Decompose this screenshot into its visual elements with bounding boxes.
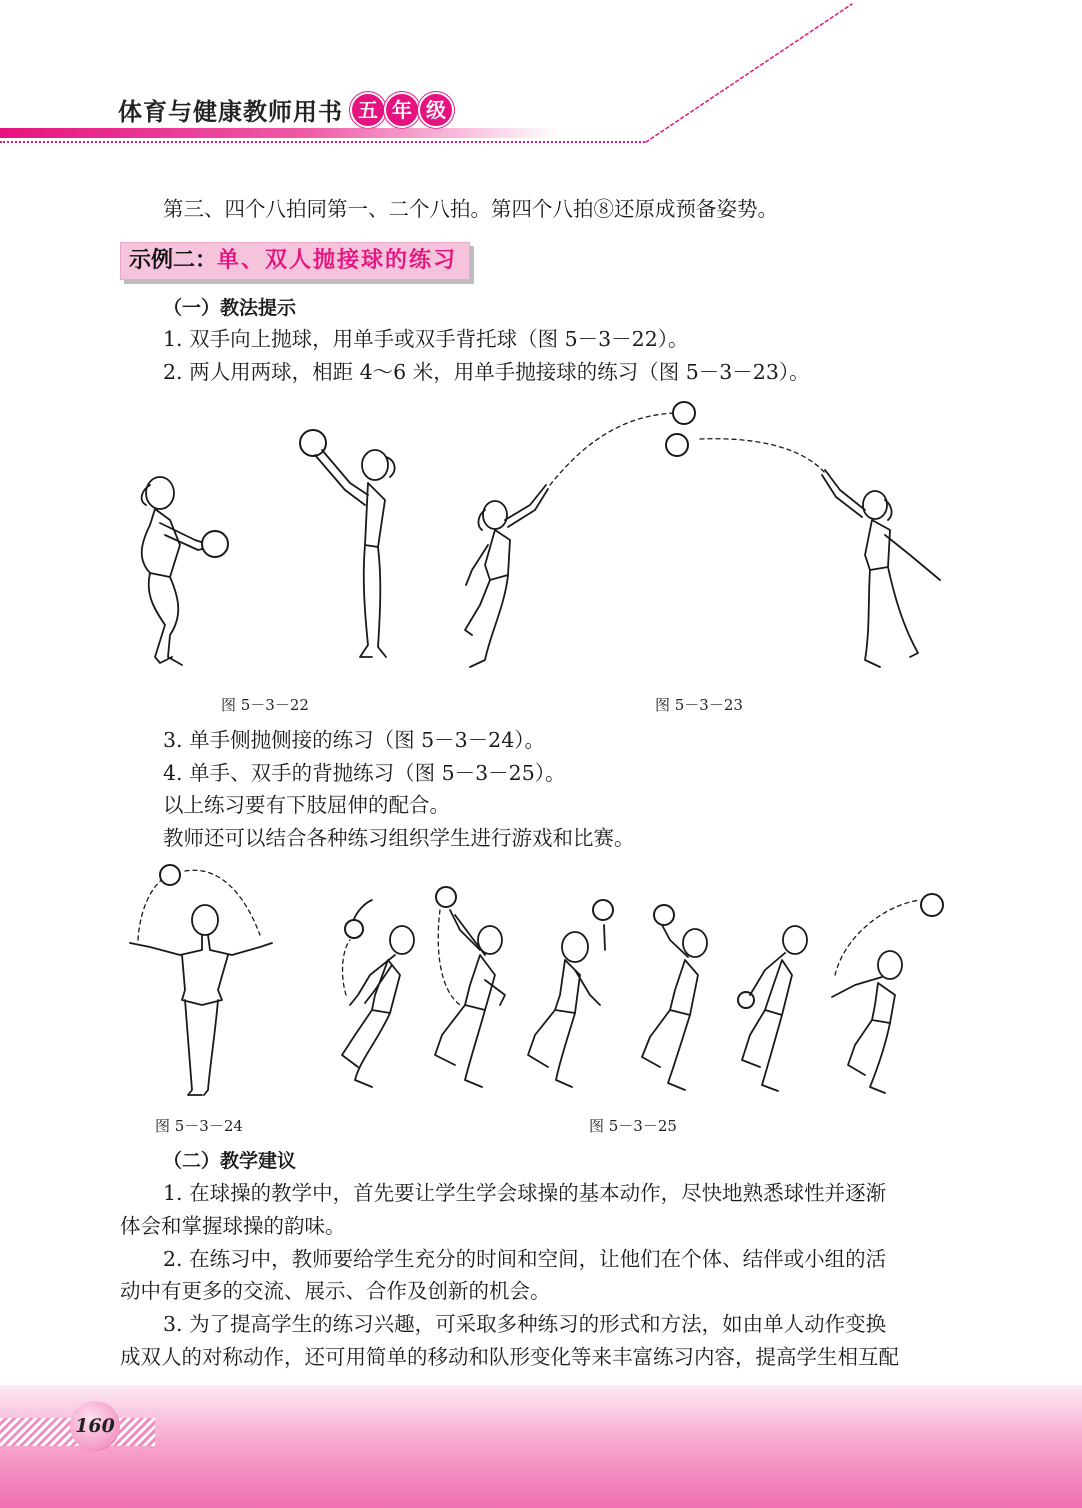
- paragraph-line: 3. 为了提高学生的练习兴趣，可采取多种练习的形式和方法，如由单人动作变换: [163, 1312, 887, 1336]
- intro-line: 第三、四个八拍同第一、二个八拍。第四个八拍⑧还原成预备姿势。: [163, 197, 778, 221]
- figure-person: [832, 894, 943, 1093]
- figure-person: [465, 485, 548, 667]
- header-bar: [0, 128, 560, 138]
- paragraph: 以上练习要有下肢屈伸的配合。: [163, 793, 450, 817]
- paragraph-line: 2. 在练习中，教师要给学生充分的时间和空间，让他们在个体、结伴或小组的活: [163, 1247, 887, 1271]
- figure-person: [822, 470, 940, 667]
- list-item: 3. 单手侧抛侧接的练习（图 5－3－24）。: [163, 728, 546, 752]
- figure-caption: 图 5－3－23: [655, 696, 743, 714]
- figure-caption: 图 5－3－25: [589, 1117, 677, 1135]
- paragraph-line: 体会和掌握球操的韵味。: [120, 1214, 346, 1238]
- grade-char: 年: [384, 92, 420, 128]
- figure-person: [130, 865, 272, 1095]
- figure-person: [300, 430, 395, 657]
- page-number: 160: [70, 1401, 120, 1451]
- figure-person: [642, 905, 707, 1090]
- figure-person: [738, 926, 807, 1091]
- example-heading: [120, 242, 470, 280]
- paragraph-line: 1. 在球操的教学中，首先要让学生学会球操的基本动作，尽快地熟悉球性并逐渐: [163, 1181, 887, 1205]
- book-title: 体育与健康教师用书: [118, 98, 343, 126]
- example-title: 单、双人抛接球的练习: [217, 248, 458, 273]
- figure-person: [435, 887, 505, 1087]
- figure-caption: 图 5－3－22: [221, 696, 309, 714]
- figure-back-throw-illustration: [110, 855, 970, 1105]
- header-decoration-line: [640, 0, 860, 145]
- header-dotted-rule: [0, 141, 645, 143]
- section-heading: （二）教学建议: [163, 1150, 297, 1172]
- list-item: 4. 单手、双手的背抛练习（图 5－3－25）。: [163, 761, 566, 785]
- paragraph-line: 成双人的对称动作，还可用简单的移动和队形变化等来丰富练习内容，提高学生相互配: [120, 1345, 899, 1369]
- list-item: 2. 两人用两球，相距 4～6 米，用单手抛接球的练习（图 5－3－23）。: [163, 360, 810, 384]
- figure-person: [342, 900, 414, 1087]
- paragraph: 教师还可以结合各种练习组织学生进行游戏和比赛。: [163, 826, 635, 850]
- footer-band: [0, 1385, 1082, 1508]
- figure-person: [142, 477, 228, 665]
- grade-char: 五: [350, 92, 386, 128]
- list-item: 1. 双手向上抛球，用单手或双手背托球（图 5－3－22）。: [163, 327, 689, 351]
- example-label: 示例二：: [129, 248, 218, 273]
- grade-badge: [350, 92, 452, 128]
- figure-ball-toss-illustration: [110, 395, 970, 685]
- grade-char: 级: [418, 92, 454, 128]
- figure-caption: 图 5－3－24: [155, 1117, 243, 1135]
- section-heading: （一）教法提示: [163, 297, 297, 319]
- paragraph-line: 动中有更多的交流、展示、合作及创新的机会。: [120, 1279, 551, 1303]
- figure-person: [528, 900, 613, 1087]
